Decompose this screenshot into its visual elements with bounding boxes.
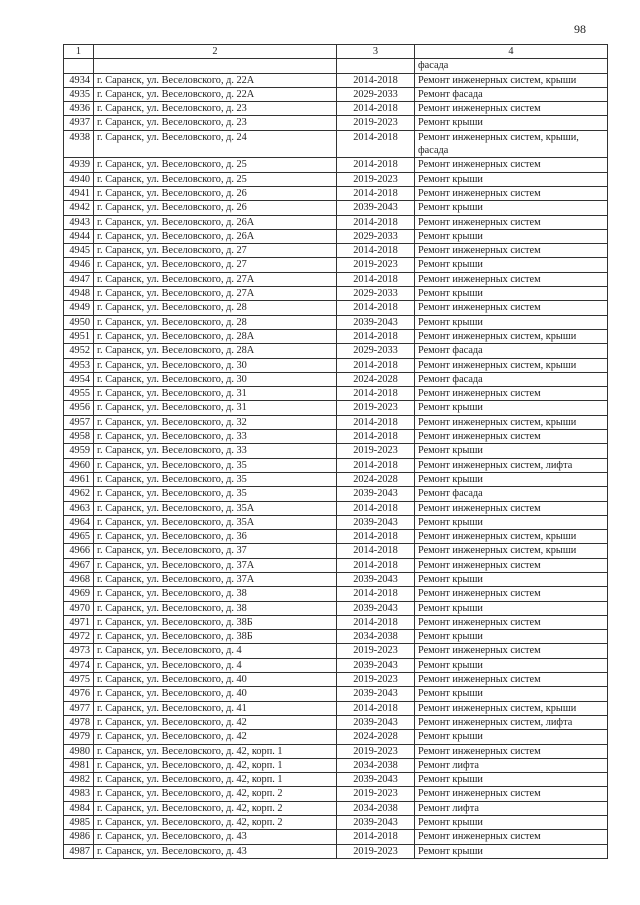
row-period: 2014-2018 xyxy=(337,215,415,229)
row-work: Ремонт инженерных систем xyxy=(415,787,608,801)
table-row xyxy=(64,787,608,801)
row-period: 2019-2023 xyxy=(337,673,415,687)
row-number: 4971 xyxy=(64,615,94,629)
table-body xyxy=(64,59,608,859)
row-number: 4940 xyxy=(64,172,94,186)
repair-schedule-table xyxy=(63,44,608,859)
row-number: 4976 xyxy=(64,687,94,701)
row-period: 2014-2018 xyxy=(337,387,415,401)
table-row xyxy=(64,215,608,229)
row-number: 4939 xyxy=(64,158,94,172)
row-work: Ремонт инженерных систем, крыши xyxy=(415,530,608,544)
column-header-work: 4 xyxy=(415,45,608,59)
row-number: 4970 xyxy=(64,601,94,615)
row-period: 2029-2033 xyxy=(337,287,415,301)
row-work: Ремонт крыши xyxy=(415,572,608,586)
row-address: г. Саранск, ул. Веселовского, д. 30 xyxy=(94,358,337,372)
row-work: Ремонт инженерных систем, крыши xyxy=(415,329,608,343)
row-work: Ремонт крыши xyxy=(415,773,608,787)
row-period: 2039-2043 xyxy=(337,687,415,701)
row-period: 2014-2018 xyxy=(337,158,415,172)
row-number: 4972 xyxy=(64,630,94,644)
row-number: 4942 xyxy=(64,201,94,215)
row-work: Ремонт крыши xyxy=(415,258,608,272)
table-row xyxy=(64,758,608,772)
row-number: 4975 xyxy=(64,673,94,687)
row-number: 4979 xyxy=(64,730,94,744)
row-address: г. Саранск, ул. Веселовского, д. 25 xyxy=(94,158,337,172)
row-number: 4964 xyxy=(64,515,94,529)
row-address: г. Саранск, ул. Веселовского, д. 38Б xyxy=(94,630,337,644)
table-row xyxy=(64,315,608,329)
row-period: 2014-2018 xyxy=(337,358,415,372)
row-period: 2034-2038 xyxy=(337,758,415,772)
row-number: 4962 xyxy=(64,487,94,501)
row-number: 4946 xyxy=(64,258,94,272)
row-address: г. Саранск, ул. Веселовского, д. 38Б xyxy=(94,615,337,629)
row-period: 2019-2023 xyxy=(337,744,415,758)
row-work: Ремонт крыши xyxy=(415,229,608,243)
row-number: 4941 xyxy=(64,186,94,200)
row-period: 2039-2043 xyxy=(337,715,415,729)
row-number: 4957 xyxy=(64,415,94,429)
row-number: 4974 xyxy=(64,658,94,672)
row-work: Ремонт инженерных систем xyxy=(415,615,608,629)
row-period: 2014-2018 xyxy=(337,186,415,200)
row-work: Ремонт фасада xyxy=(415,87,608,101)
row-address: г. Саранск, ул. Веселовского, д. 32 xyxy=(94,415,337,429)
row-number: 4977 xyxy=(64,701,94,715)
row-address: г. Саранск, ул. Веселовского, д. 26 xyxy=(94,186,337,200)
row-address: г. Саранск, ул. Веселовского, д. 30 xyxy=(94,372,337,386)
row-number: 4943 xyxy=(64,215,94,229)
row-period: 2019-2023 xyxy=(337,258,415,272)
row-period: 2039-2043 xyxy=(337,515,415,529)
row-address: г. Саранск, ул. Веселовского, д. 40 xyxy=(94,687,337,701)
table-row xyxy=(64,515,608,529)
row-address: г. Саранск, ул. Веселовского, д. 35 xyxy=(94,487,337,501)
row-address: г. Саранск, ул. Веселовского, д. 33 xyxy=(94,430,337,444)
row-number: 4945 xyxy=(64,244,94,258)
table-row xyxy=(64,544,608,558)
row-work: Ремонт инженерных систем, лифта xyxy=(415,715,608,729)
row-work: Ремонт лифта xyxy=(415,758,608,772)
row-period: 2039-2043 xyxy=(337,572,415,586)
table-row xyxy=(64,116,608,130)
row-number: 4967 xyxy=(64,558,94,572)
row-period: 2014-2018 xyxy=(337,415,415,429)
row-period: 2019-2023 xyxy=(337,444,415,458)
row-address: г. Саранск, ул. Веселовского, д. 24 xyxy=(94,130,337,158)
row-period: 2014-2018 xyxy=(337,501,415,515)
row-address: г. Саранск, ул. Веселовского, д. 42, корп. 2 xyxy=(94,816,337,830)
row-work: Ремонт крыши xyxy=(415,287,608,301)
row-number: 4955 xyxy=(64,387,94,401)
row-period: 2029-2033 xyxy=(337,87,415,101)
row-work: Ремонт инженерных систем, крыши xyxy=(415,358,608,372)
row-period: 2014-2018 xyxy=(337,458,415,472)
table-row xyxy=(64,329,608,343)
row-number: 4963 xyxy=(64,501,94,515)
continuation-row xyxy=(64,59,608,73)
row-address: г. Саранск, ул. Веселовского, д. 42, корп. 1 xyxy=(94,758,337,772)
row-number: 4968 xyxy=(64,572,94,586)
row-period: 2024-2028 xyxy=(337,730,415,744)
row-number: 4966 xyxy=(64,544,94,558)
row-number: 4987 xyxy=(64,844,94,858)
row-period: 2039-2043 xyxy=(337,201,415,215)
row-number: 4953 xyxy=(64,358,94,372)
row-address: г. Саранск, ул. Веселовского, д. 27 xyxy=(94,258,337,272)
row-work: Ремонт крыши xyxy=(415,116,608,130)
row-number: 4947 xyxy=(64,272,94,286)
row-work: Ремонт инженерных систем, крыши xyxy=(415,415,608,429)
row-work: Ремонт инженерных систем xyxy=(415,744,608,758)
table-cell xyxy=(94,59,337,73)
row-period: 2014-2018 xyxy=(337,301,415,315)
column-header-address: 2 xyxy=(94,45,337,59)
row-number: 4978 xyxy=(64,715,94,729)
table-row xyxy=(64,172,608,186)
row-work: Ремонт фасада xyxy=(415,344,608,358)
table-row xyxy=(64,601,608,615)
row-period: 2024-2028 xyxy=(337,472,415,486)
row-work: Ремонт фасада xyxy=(415,372,608,386)
row-period: 2019-2023 xyxy=(337,172,415,186)
row-work: Ремонт инженерных систем xyxy=(415,244,608,258)
row-work: Ремонт инженерных систем xyxy=(415,558,608,572)
table-row xyxy=(64,673,608,687)
table-row xyxy=(64,801,608,815)
table-row xyxy=(64,186,608,200)
row-work: Ремонт инженерных систем xyxy=(415,301,608,315)
table-row xyxy=(64,658,608,672)
row-address: г. Саранск, ул. Веселовского, д. 23 xyxy=(94,116,337,130)
row-number: 4961 xyxy=(64,472,94,486)
row-number: 4938 xyxy=(64,130,94,158)
row-number: 4983 xyxy=(64,787,94,801)
column-header-period: 3 xyxy=(337,45,415,59)
table-row xyxy=(64,572,608,586)
table-row xyxy=(64,701,608,715)
table-row xyxy=(64,344,608,358)
table-row xyxy=(64,358,608,372)
row-number: 4937 xyxy=(64,116,94,130)
row-period: 2014-2018 xyxy=(337,701,415,715)
row-work: Ремонт инженерных систем, лифта xyxy=(415,458,608,472)
row-address: г. Саранск, ул. Веселовского, д. 26 xyxy=(94,201,337,215)
table-row xyxy=(64,102,608,116)
row-address: г. Саранск, ул. Веселовского, д. 27А xyxy=(94,272,337,286)
table-row xyxy=(64,87,608,101)
row-address: г. Саранск, ул. Веселовского, д. 31 xyxy=(94,387,337,401)
row-work: Ремонт инженерных систем xyxy=(415,186,608,200)
row-address: г. Саранск, ул. Веселовского, д. 42 xyxy=(94,730,337,744)
row-address: г. Саранск, ул. Веселовского, д. 35А xyxy=(94,515,337,529)
row-address: г. Саранск, ул. Веселовского, д. 4 xyxy=(94,658,337,672)
row-number: 4986 xyxy=(64,830,94,844)
row-address: г. Саранск, ул. Веселовского, д. 27 xyxy=(94,244,337,258)
row-period: 2034-2038 xyxy=(337,630,415,644)
table-row xyxy=(64,258,608,272)
row-work: Ремонт инженерных систем xyxy=(415,587,608,601)
table-row xyxy=(64,458,608,472)
row-number: 4935 xyxy=(64,87,94,101)
row-work: Ремонт инженерных систем xyxy=(415,215,608,229)
table-row xyxy=(64,472,608,486)
row-work: Ремонт крыши xyxy=(415,201,608,215)
table-row xyxy=(64,272,608,286)
row-period: 2024-2028 xyxy=(337,372,415,386)
row-work: Ремонт инженерных систем, крыши xyxy=(415,544,608,558)
row-number: 4934 xyxy=(64,73,94,87)
row-work: Ремонт крыши xyxy=(415,515,608,529)
table-row xyxy=(64,630,608,644)
row-work: Ремонт крыши xyxy=(415,658,608,672)
row-work: Ремонт инженерных систем xyxy=(415,673,608,687)
row-period: 2014-2018 xyxy=(337,430,415,444)
row-address: г. Саранск, ул. Веселовского, д. 40 xyxy=(94,673,337,687)
row-number: 4949 xyxy=(64,301,94,315)
table-row xyxy=(64,501,608,515)
row-period: 2039-2043 xyxy=(337,773,415,787)
table-row xyxy=(64,301,608,315)
row-period: 2034-2038 xyxy=(337,801,415,815)
table-row xyxy=(64,530,608,544)
row-address: г. Саранск, ул. Веселовского, д. 28А xyxy=(94,329,337,343)
row-address: г. Саранск, ул. Веселовского, д. 43 xyxy=(94,830,337,844)
row-address: г. Саранск, ул. Веселовского, д. 42, корп. 2 xyxy=(94,801,337,815)
row-address: г. Саранск, ул. Веселовского, д. 36 xyxy=(94,530,337,544)
page-number: 98 xyxy=(574,22,586,36)
row-work: Ремонт инженерных систем xyxy=(415,501,608,515)
row-period: 2029-2033 xyxy=(337,229,415,243)
row-address: г. Саранск, ул. Веселовского, д. 43 xyxy=(94,844,337,858)
table-row xyxy=(64,644,608,658)
row-period: 2014-2018 xyxy=(337,615,415,629)
row-number: 4973 xyxy=(64,644,94,658)
row-work: Ремонт крыши xyxy=(415,315,608,329)
row-work: Ремонт инженерных систем xyxy=(415,430,608,444)
row-address: г. Саранск, ул. Веселовского, д. 35А xyxy=(94,501,337,515)
row-address: г. Саранск, ул. Веселовского, д. 28 xyxy=(94,315,337,329)
row-address: г. Саранск, ул. Веселовского, д. 27А xyxy=(94,287,337,301)
row-address: г. Саранск, ул. Веселовского, д. 23 xyxy=(94,102,337,116)
row-period: 2014-2018 xyxy=(337,102,415,116)
row-period: 2019-2023 xyxy=(337,844,415,858)
row-address: г. Саранск, ул. Веселовского, д. 28 xyxy=(94,301,337,315)
table-cell xyxy=(64,59,94,73)
row-work: Ремонт крыши xyxy=(415,401,608,415)
table-row xyxy=(64,158,608,172)
row-work: Ремонт инженерных систем xyxy=(415,102,608,116)
row-number: 4959 xyxy=(64,444,94,458)
row-number: 4951 xyxy=(64,329,94,343)
row-number: 4936 xyxy=(64,102,94,116)
row-number: 4982 xyxy=(64,773,94,787)
table-row xyxy=(64,201,608,215)
table-row xyxy=(64,401,608,415)
row-work: Ремонт крыши xyxy=(415,601,608,615)
row-work: Ремонт инженерных систем xyxy=(415,644,608,658)
row-address: г. Саранск, ул. Веселовского, д. 28А xyxy=(94,344,337,358)
row-work: Ремонт инженерных систем xyxy=(415,158,608,172)
table-row xyxy=(64,715,608,729)
table-row xyxy=(64,444,608,458)
table-row xyxy=(64,130,608,158)
row-address: г. Саранск, ул. Веселовского, д. 25 xyxy=(94,172,337,186)
row-period: 2039-2043 xyxy=(337,487,415,501)
table-row xyxy=(64,372,608,386)
table-row xyxy=(64,287,608,301)
row-number: 4958 xyxy=(64,430,94,444)
row-address: г. Саранск, ул. Веселовского, д. 37А xyxy=(94,558,337,572)
table-row xyxy=(64,229,608,243)
row-period: 2039-2043 xyxy=(337,601,415,615)
row-work: Ремонт крыши xyxy=(415,472,608,486)
table-row xyxy=(64,615,608,629)
row-work: Ремонт инженерных систем, крыши xyxy=(415,73,608,87)
row-period: 2029-2033 xyxy=(337,344,415,358)
row-work: Ремонт инженерных систем, крыши, фасада xyxy=(415,130,608,158)
row-period: 2019-2023 xyxy=(337,787,415,801)
row-work: Ремонт лифта xyxy=(415,801,608,815)
row-address: г. Саранск, ул. Веселовского, д. 42, корп. 1 xyxy=(94,744,337,758)
table-row xyxy=(64,744,608,758)
table-header-row xyxy=(64,45,608,59)
row-address: г. Саранск, ул. Веселовского, д. 22А xyxy=(94,87,337,101)
row-period: 2014-2018 xyxy=(337,73,415,87)
row-work: Ремонт крыши xyxy=(415,687,608,701)
table-row xyxy=(64,430,608,444)
row-work: Ремонт крыши xyxy=(415,630,608,644)
row-period: 2039-2043 xyxy=(337,315,415,329)
row-work: Ремонт крыши xyxy=(415,444,608,458)
row-address: г. Саранск, ул. Веселовского, д. 42, корп. 1 xyxy=(94,773,337,787)
table-row xyxy=(64,844,608,858)
table-row xyxy=(64,244,608,258)
row-address: г. Саранск, ул. Веселовского, д. 38 xyxy=(94,587,337,601)
row-work: Ремонт инженерных систем xyxy=(415,272,608,286)
row-number: 4981 xyxy=(64,758,94,772)
row-work: Ремонт инженерных систем xyxy=(415,387,608,401)
row-address: г. Саранск, ул. Веселовского, д. 35 xyxy=(94,458,337,472)
row-address: г. Саранск, ул. Веселовского, д. 35 xyxy=(94,472,337,486)
row-number: 4950 xyxy=(64,315,94,329)
row-work: Ремонт инженерных систем, крыши xyxy=(415,701,608,715)
row-address: г. Саранск, ул. Веселовского, д. 4 xyxy=(94,644,337,658)
row-work: Ремонт крыши xyxy=(415,730,608,744)
row-period: 2019-2023 xyxy=(337,644,415,658)
row-work: Ремонт крыши xyxy=(415,844,608,858)
row-period: 2039-2043 xyxy=(337,816,415,830)
table-row xyxy=(64,387,608,401)
row-number: 4985 xyxy=(64,816,94,830)
row-number: 4960 xyxy=(64,458,94,472)
row-period: 2039-2043 xyxy=(337,658,415,672)
row-period: 2014-2018 xyxy=(337,244,415,258)
row-address: г. Саранск, ул. Веселовского, д. 42, корп. 2 xyxy=(94,787,337,801)
table-cell xyxy=(337,59,415,73)
row-address: г. Саранск, ул. Веселовского, д. 22А xyxy=(94,73,337,87)
row-number: 4954 xyxy=(64,372,94,386)
row-address: г. Саранск, ул. Веселовского, д. 38 xyxy=(94,601,337,615)
row-work: Ремонт фасада xyxy=(415,487,608,501)
table-row xyxy=(64,558,608,572)
row-number: 4980 xyxy=(64,744,94,758)
table-row xyxy=(64,816,608,830)
row-period: 2014-2018 xyxy=(337,329,415,343)
row-period: 2014-2018 xyxy=(337,830,415,844)
row-address: г. Саранск, ул. Веселовского, д. 41 xyxy=(94,701,337,715)
row-period: 2014-2018 xyxy=(337,272,415,286)
table-row xyxy=(64,487,608,501)
row-number: 4984 xyxy=(64,801,94,815)
row-address: г. Саранск, ул. Веселовского, д. 33 xyxy=(94,444,337,458)
row-period: 2019-2023 xyxy=(337,401,415,415)
row-period: 2014-2018 xyxy=(337,558,415,572)
row-work: Ремонт крыши xyxy=(415,172,608,186)
row-number: 4965 xyxy=(64,530,94,544)
row-period: 2014-2018 xyxy=(337,544,415,558)
table-row xyxy=(64,830,608,844)
table-row xyxy=(64,415,608,429)
continuation-cell: фасада xyxy=(415,59,608,73)
row-address: г. Саранск, ул. Веселовского, д. 42 xyxy=(94,715,337,729)
table-row xyxy=(64,687,608,701)
row-address: г. Саранск, ул. Веселовского, д. 37А xyxy=(94,572,337,586)
row-period: 2019-2023 xyxy=(337,116,415,130)
row-address: г. Саранск, ул. Веселовского, д. 31 xyxy=(94,401,337,415)
row-number: 4952 xyxy=(64,344,94,358)
row-address: г. Саранск, ул. Веселовского, д. 37 xyxy=(94,544,337,558)
column-header-number: 1 xyxy=(64,45,94,59)
row-number: 4956 xyxy=(64,401,94,415)
row-work: Ремонт крыши xyxy=(415,816,608,830)
table-row xyxy=(64,587,608,601)
row-number: 4948 xyxy=(64,287,94,301)
row-period: 2014-2018 xyxy=(337,530,415,544)
row-period: 2014-2018 xyxy=(337,587,415,601)
table-row xyxy=(64,73,608,87)
row-number: 4944 xyxy=(64,229,94,243)
row-period: 2014-2018 xyxy=(337,130,415,158)
row-number: 4969 xyxy=(64,587,94,601)
row-address: г. Саранск, ул. Веселовского, д. 26А xyxy=(94,215,337,229)
row-address: г. Саранск, ул. Веселовского, д. 26А xyxy=(94,229,337,243)
table-row xyxy=(64,773,608,787)
row-work: Ремонт инженерных систем xyxy=(415,830,608,844)
table-row xyxy=(64,730,608,744)
